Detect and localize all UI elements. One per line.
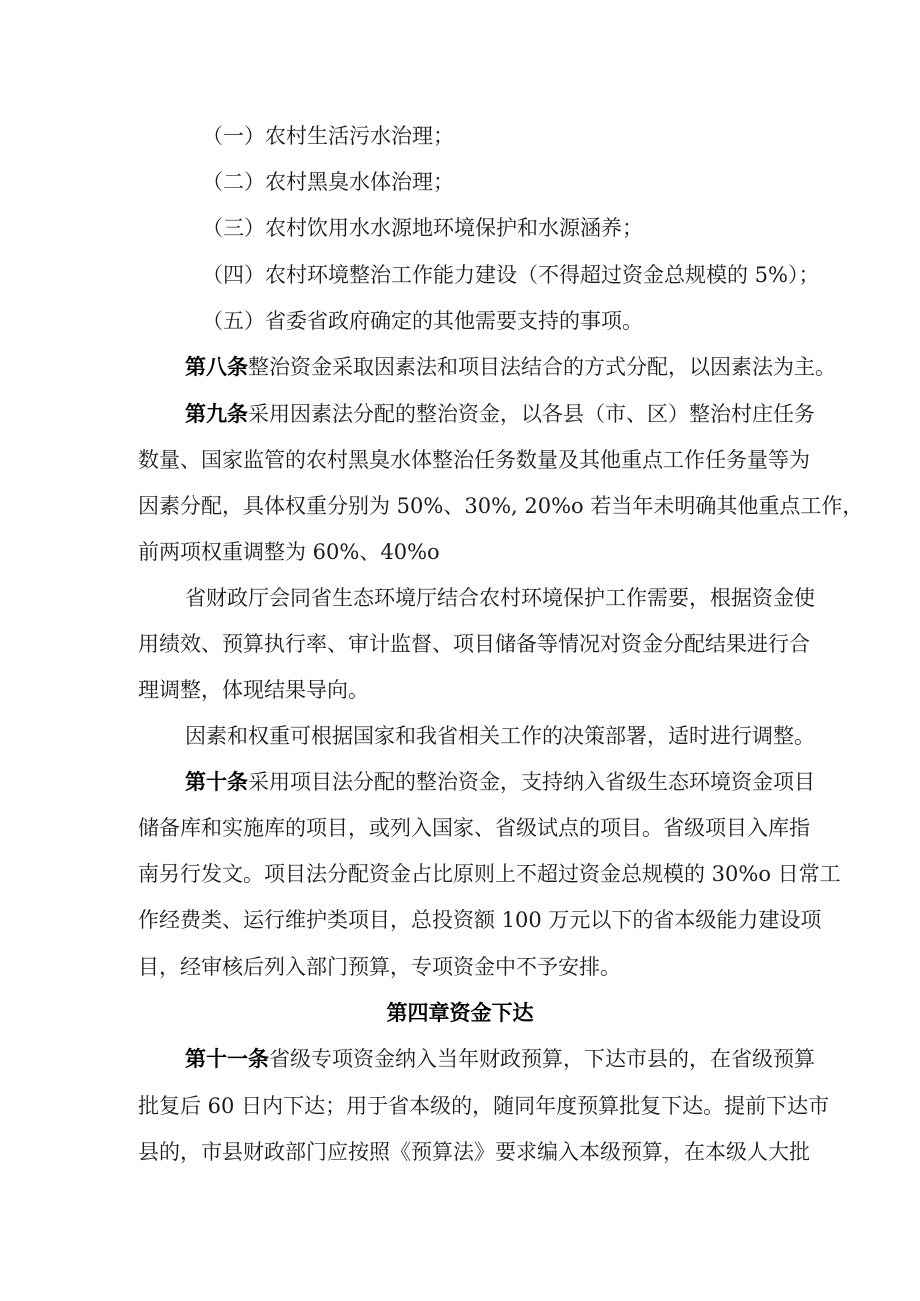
article-9	[185, 400, 815, 428]
finance-para-line-1: 省财政厅会同省生态环境厅结合农村环境保护工作需要，根据资金使	[185, 586, 815, 610]
article-9-line-2: 数量、国家监管的农村黑臭水体整治任务数量及其他重点工作任务量等为	[138, 448, 810, 472]
article-10-line-1: 采用项目法分配的整治资金，支持纳入省级生态环境资金项目	[248, 770, 815, 794]
list-item-3: （三）农村饮用水水源地环境保护和水源涵养；	[202, 216, 643, 240]
article-10-line-4: 作经费类、运行维护类项目，总投资额 100 万元以下的省本级能力建设项	[138, 908, 822, 932]
article-10-label: 第十条	[185, 769, 248, 794]
article-10-line-5: 目，经审核后列入部门预算，专项资金中不予安排。	[138, 955, 621, 979]
list-item-2: （二）农村黑臭水体治理；	[202, 170, 454, 194]
article-10-line-2: 储备库和实施库的项目，或列入国家、省级试点的项目。省级项目入库指	[138, 816, 810, 840]
article-9-line-4: 前两项权重调整为 60%、40%o	[138, 540, 440, 564]
article-10-line-3: 南另行发文。项目法分配资金占比原则上不超过资金总规模的 30%o 日常工	[138, 862, 841, 886]
chapter-heading: 第四章资金下达	[386, 1000, 534, 1025]
article-10	[185, 768, 815, 796]
article-11-label: 第十一条	[185, 1046, 269, 1071]
finance-para-line-3: 理调整，体现结果导向。	[138, 678, 369, 702]
article-9-line-1: 采用因素法分配的整治资金，以各县（市、区）整治村庄任务	[248, 402, 815, 426]
article-8-label: 第八条	[185, 354, 248, 379]
article-8-text: 整治资金采取因素法和项目法结合的方式分配，以因素法为主。	[248, 355, 836, 379]
article-9-line-3: 因素分配，具体权重分别为 50%、30%, 20%o 若当年未明确其他重点工作，	[138, 494, 864, 518]
article-11-line-1: 省级专项资金纳入当年财政预算，下达市县的，在省级预算	[269, 1047, 815, 1071]
finance-para-line-2: 用绩效、预算执行率、审计监督、项目储备等情况对资金分配结果进行合	[138, 632, 810, 656]
factor-para: 因素和权重可根据国家和我省相关工作的决策部署，适时进行调整。	[185, 724, 815, 748]
list-item-5: （五）省委省政府确定的其他需要支持的事项。	[202, 309, 643, 333]
list-item-4: （四）农村环境整治工作能力建设（不得超过资金总规模的 5%）；	[202, 263, 820, 287]
list-item-1: （一）农村生活污水治理；	[202, 124, 454, 148]
article-11-line-2: 批复后 60 日内下达；用于省本级的，随同年度预算批复下达。提前下达市	[138, 1094, 830, 1118]
article-11	[185, 1045, 815, 1073]
article-8	[185, 353, 836, 381]
article-9-label: 第九条	[185, 401, 248, 426]
article-11-line-3: 县的，市县财政部门应按照《预算法》要求编入本级预算，在本级人大批	[138, 1140, 810, 1164]
